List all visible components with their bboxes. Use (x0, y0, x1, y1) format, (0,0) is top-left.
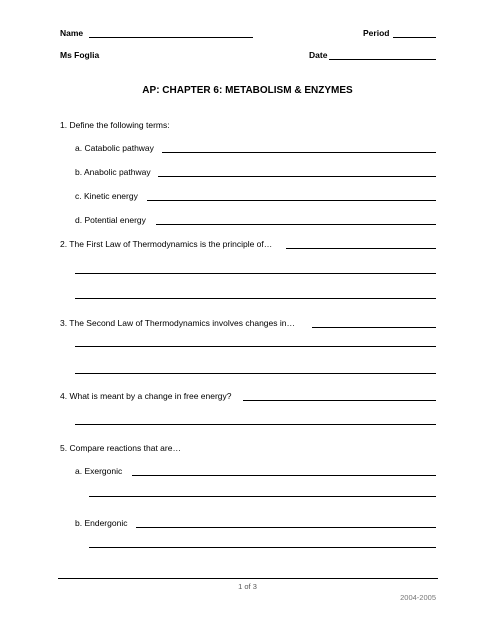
endergonic-answer-line[interactable] (89, 547, 436, 548)
question-2-answer-line[interactable] (286, 248, 436, 249)
term-catabolic-label: a. Catabolic pathway (75, 143, 154, 153)
school-year: 2004-2005 (400, 593, 436, 602)
term-anabolic-answer-line[interactable] (158, 176, 436, 177)
question-2-prompt: 2. The First Law of Thermodynamics is the principle of… (60, 239, 273, 249)
teacher-name: Ms Foglia (60, 50, 100, 60)
question-3-answer-line[interactable] (75, 346, 436, 347)
period-label: Period (363, 28, 390, 38)
exergonic-answer-line[interactable] (132, 475, 436, 476)
question-2-answer-line[interactable] (75, 273, 436, 274)
term-kinetic-answer-line[interactable] (147, 200, 436, 201)
question-1-prompt: 1. Define the following terms: (60, 120, 170, 130)
term-potential-label: d. Potential energy (75, 215, 146, 225)
name-label: Name (60, 28, 84, 38)
endergonic-label: b. Endergonic (75, 518, 128, 528)
question-3-answer-line[interactable] (312, 327, 436, 328)
name-blank[interactable] (89, 37, 253, 38)
term-kinetic-label: c. Kinetic energy (75, 191, 138, 201)
date-blank[interactable] (329, 59, 436, 60)
page-title: AP: CHAPTER 6: METABOLISM & ENZYMES (142, 85, 353, 96)
term-potential-answer-line[interactable] (156, 224, 436, 225)
term-catabolic-answer-line[interactable] (162, 152, 436, 153)
endergonic-answer-line[interactable] (136, 527, 436, 528)
question-3-answer-line[interactable] (75, 373, 436, 374)
question-4-prompt: 4. What is meant by a change in free energy? (60, 391, 232, 401)
page-number: 1 of 3 (238, 582, 257, 591)
exergonic-answer-line[interactable] (89, 496, 436, 497)
footer-divider (58, 578, 438, 579)
term-anabolic-label: b. Anabolic pathway (75, 167, 151, 177)
date-label: Date (309, 50, 328, 60)
exergonic-label: a. Exergonic (75, 466, 123, 476)
question-4-answer-line[interactable] (75, 424, 436, 425)
question-4-answer-line[interactable] (243, 400, 436, 401)
question-2-answer-line[interactable] (75, 298, 436, 299)
question-5-prompt: 5. Compare reactions that are… (60, 443, 181, 453)
period-blank[interactable] (393, 37, 436, 38)
question-3-prompt: 3. The Second Law of Thermodynamics involves changes in… (60, 318, 295, 328)
